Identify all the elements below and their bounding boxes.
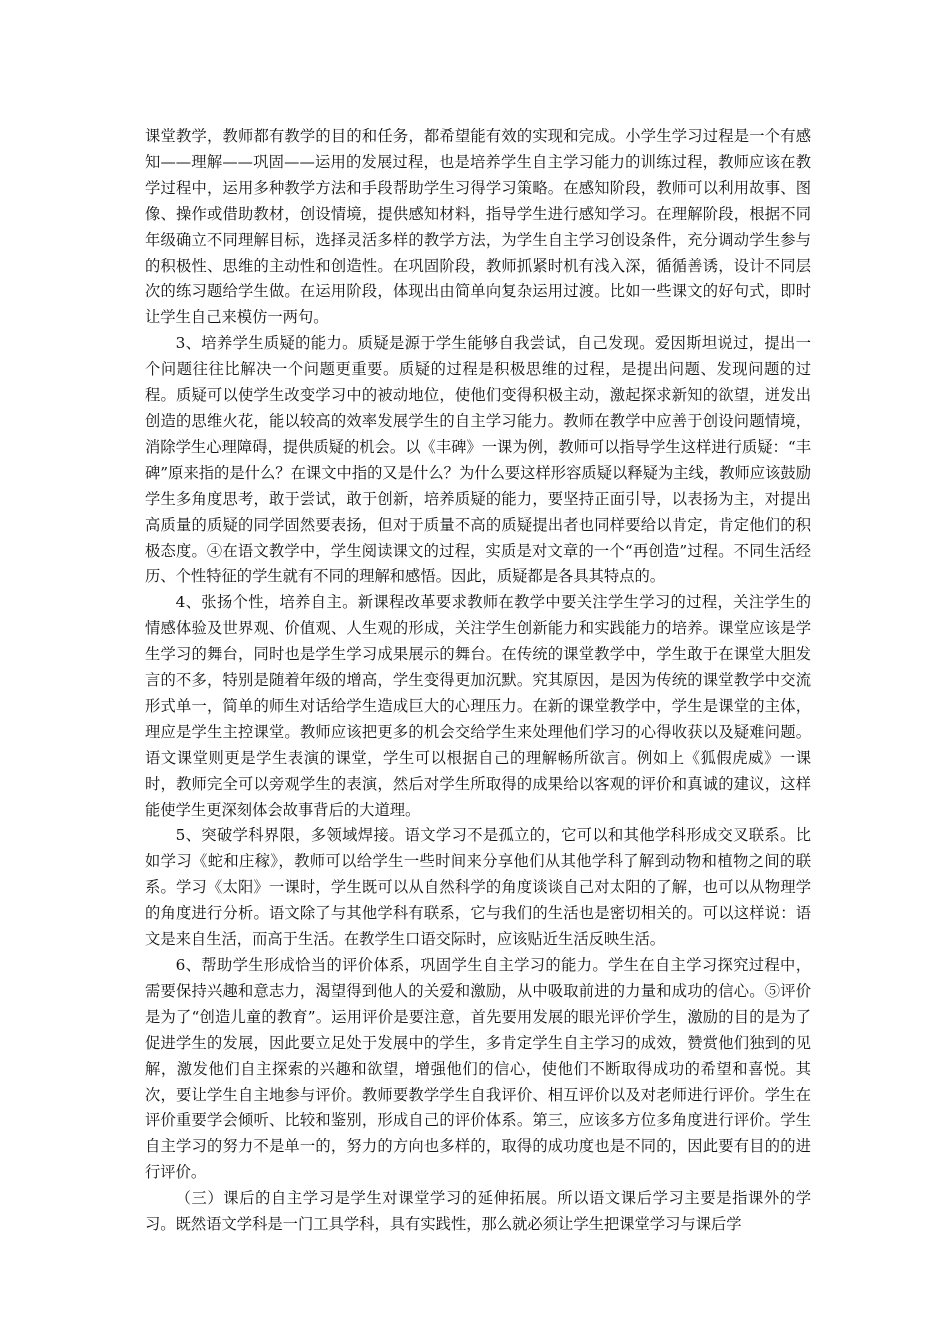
- paragraph-cross-discipline: 5、突破学科界限，多领域焊接。语文学习不是孤立的，它可以和其他学科形成交叉联系。比如学习《蛇和庄稼》，教师可以给学生一些时间来分享他们从其他学科了解到动物和植物之间的联系。学习《太阳》一课时，学生既可以从自然科学的角度谈谈自己对太阳的了解，也可以从物理学的角度进行分析。语文除了与其他学科有联系，它与我们的生活也是密切相关的。可以这样说：语文是来自生活，而高于生活。在教学生口语交际时，应该贴近生活反映生活。: [145, 826, 811, 949]
- paragraph-individuality: 4、张扬个性，培养自主。新课程改革要求教师在教学中要关注学生学习的过程，关注学生的情感体验及世界观、价值观、人生观的形成，关注学生创新能力和实践能力的培养。课堂应该是学生学习的舞台，同时也是学生学习成果展示的舞台。在传统的课堂教学中，学生敢于在课堂大胆发言的不多，特别是随着年级的增高，学生变得更加沉默。究其原因，是因为传统的课堂教学中交流形式单一，简单的师生对话给学生造成巨大的心理压力。在新的课堂教学中，学生是课堂的主体，理应是学生主控课堂。教师应该把更多的机会交给学生来处理他们学习的心得收获以及疑难问题。语文课堂则更是学生表演的课堂，学生可以根据自己的理解畅所欲言。例如上《狐假虎威》一课时，教师完全可以旁观学生的表演，然后对学生所取得的成果给以客观的评价和真诚的建议，这样能使学生更深刻体会故事背后的大道理。: [145, 593, 811, 819]
- paragraph-evaluation-system: 6、帮助学生形成恰当的评价体系，巩固学生自主学习的能力。学生在自主学习探究过程中，需要保持兴趣和意志力，渴望得到他人的关爱和激励，从中吸取前进的力量和成功的信心。⑤评价是为了“创造儿童的教育”。运用评价是要注意，首先要用发展的眼光评价学生，激励的目的是为了促进学生的发展，因此要立足处于发展中的学生，多肯定学生自主学习的成效，赞赏他们独到的见解，激发他们自主探索的兴趣和欲望，增强他们的信心，使他们不断取得成功的希望和喜悦。其次，要让学生自主地参与评价。教师要教学学生自我评价、相互评价以及对老师进行评价。学生在评价重要学会倾听、比较和鉴别，形成自己的评价体系。第三，应该多方位多角度进行评价。学生自主学习的努力不是单一的，努力的方向也多样的，取得的成功度也是不同的，因此要有目的的进行评价。: [145, 956, 811, 1182]
- paragraph-classroom-teaching: 课堂教学，教师都有教学的目的和任务，都希望能有效的实现和完成。小学生学习过程是一个有感知——理解——巩固——运用的发展过程，也是培养学生自主学习能力的训练过程，教师应该在教学过程中，运用多种教学方法和手段帮助学生习得学习策略。在感知阶段，教师可以利用故事、图像、操作或借助教材，创设情境，提供感知材料，指导学生进行感知学习。在理解阶段，根据不同年级确立不同理解目标，选择灵活多样的教学方法，为学生自主学习创设条件，充分调动学生参与的积极性、思维的主动性和创造性。在巩固阶段，教师抓紧时机有浅入深，循循善诱，设计不同层次的练习题给学生做。在运用阶段，体现出由简单向复杂运用过渡。比如一些课文的好句式，即时让学生自己来模仿一两句。: [145, 127, 811, 327]
- paragraph-after-class-learning: （三）课后的自主学习是学生对课堂学习的延伸拓展。所以语文课后学习主要是指课外的学习。既然语文学科是一门工具学科，具有实践性，那么就必须让学生把课堂学习与课后学: [145, 1189, 811, 1234]
- paragraph-questioning-ability: 3、培养学生质疑的能力。质疑是源于学生能够自我尝试，自己发现。爱因斯坦说过，提出一个问题往往比解决一个问题更重要。质疑的过程是积极思维的过程，是提出问题、发现问题的过程。质疑可以使学生改变学习中的被动地位，使他们变得积极主动，激起探求新知的欲望，迸发出创造的思维火花，能以较高的效率发展学生的自主学习能力。教师在教学中应善于创设问题情境，消除学生心理障碍，提供质疑的机会。以《丰碑》一课为例，教师可以指导学生这样进行质疑：“丰碑”原来指的是什么？在课文中指的又是什么？为什么要这样形容质疑以释疑为主线，教师应该鼓励学生多角度思考，敢于尝试，敢于创新，培养质疑的能力，要坚持正面引导，以表扬为主，对提出高质量的质疑的同学固然要表扬，但对于质量不高的质疑提出者也同样要给以肯定，肯定他们的积极态度。④在语文教学中，学生阅读课文的过程，实质是对文章的一个“再创造”过程。不同生活经历、个性特征的学生就有不同的理解和感悟。因此，质疑都是各具其特点的。: [145, 334, 811, 586]
- document-page: [145, 124, 811, 1238]
